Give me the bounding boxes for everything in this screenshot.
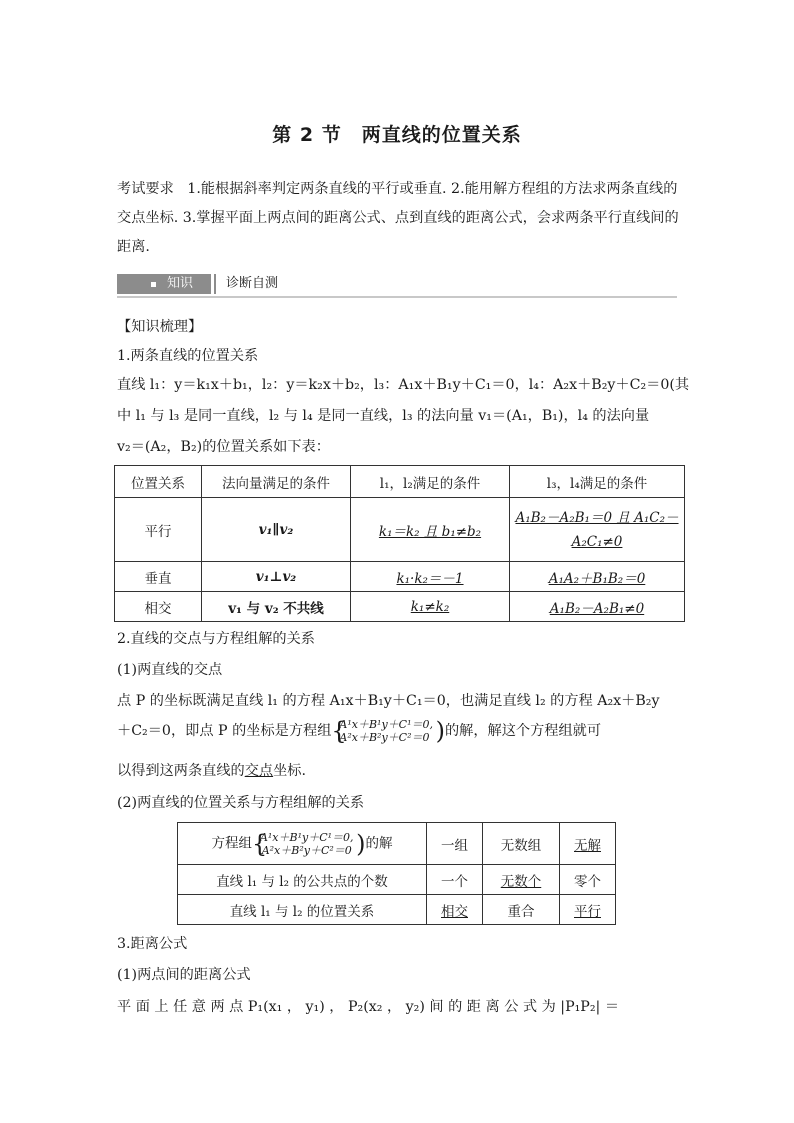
table-header-row xyxy=(115,466,685,498)
square-bullet-icon xyxy=(151,282,156,287)
normal-cell: v₁⊥v₂ xyxy=(202,562,351,592)
para2-line3-end: 坐标. xyxy=(273,763,306,779)
para2-line2-start: ＋C₂＝0，即点 P 的坐标是方程组 xyxy=(117,723,332,739)
left-brace-icon: { xyxy=(331,717,347,745)
normal-cell: v₁ 与 v₂ 不共线 xyxy=(202,592,351,622)
para2-line2-end: 的解，解这个方程组就可 xyxy=(444,723,602,739)
value-cell: 零个 xyxy=(560,865,616,895)
value-cell: 一个 xyxy=(427,865,483,895)
para1-line2: 中 l₁ 与 l₃ 是同一直线，l₂ 与 l₄ 是同一直线，l₃ 的法向量 v₁＝(A₁，B₁)，l₄ 的法向量 xyxy=(117,408,650,424)
position-relation-table xyxy=(114,465,685,622)
row-label-cell xyxy=(178,823,427,865)
knowledge-heading: 【知识梳理】 xyxy=(117,319,203,335)
relation-cell: 垂直 xyxy=(115,562,202,592)
relation-cell: 相交 xyxy=(115,592,202,622)
l34-cell: A₁B₂－A₂B₁≠0 xyxy=(510,592,685,622)
label-start: 方程组 xyxy=(211,835,252,851)
table-row xyxy=(178,823,616,865)
normal-cell: v₁∥v₂ xyxy=(202,498,351,562)
relation-cell: 平行 xyxy=(115,498,202,562)
para2-line2 xyxy=(117,718,601,744)
l34-cell xyxy=(510,498,685,562)
system-eq1: A¹x＋B¹y＋C¹＝0, xyxy=(259,830,354,844)
equation-system xyxy=(252,831,366,857)
heading-2-1: (1)两直线的交点 xyxy=(117,662,223,678)
heading-3: 3.距离公式 xyxy=(117,936,188,952)
l34-text-a: A₁B₂－A₂B₁＝0 且 A₁C₂－ xyxy=(515,509,679,526)
section-divider xyxy=(117,296,677,298)
label-end: 的解 xyxy=(365,835,393,851)
section-tag-label: 知识 xyxy=(167,276,194,291)
intersection-term: 交点 xyxy=(244,763,274,779)
para2-line3 xyxy=(117,760,306,780)
value-cell: 平行 xyxy=(560,895,616,925)
system-eq2: A²x＋B²y＋C²＝0 xyxy=(339,731,430,744)
row-label-cell: 直线 l₁ 与 l₂ 的位置关系 xyxy=(178,895,427,925)
para2-line3-start: 以得到这两条直线的 xyxy=(117,763,245,779)
l12-cell: k₁≠k₂ xyxy=(351,592,510,622)
value-cell: 无解 xyxy=(560,823,616,865)
value-cell: 重合 xyxy=(483,895,560,925)
right-paren-icon: ) xyxy=(356,829,366,858)
l12-cell: k₁·k₂＝－1 xyxy=(351,562,510,592)
para3: 平 面 上 任 意 两 点 P₁(x₁ ， y₁) ， P₂(x₂ ， y₂) 间 的 距 离 公 式 为 |P₁P₂| ＝ xyxy=(117,999,620,1015)
section-tag xyxy=(117,274,211,294)
value-cell: 一组 xyxy=(427,823,483,865)
section-bar xyxy=(117,271,677,297)
table-header-cell: 法向量满足的条件 xyxy=(202,466,351,498)
table-row xyxy=(115,562,685,592)
system-eq2: A²x＋B²y＋C²＝0 xyxy=(261,843,352,857)
section-title: 诊断自测 xyxy=(214,274,677,294)
para1-line3: v₂＝(A₂，B₂)的位置关系如下表： xyxy=(117,439,330,455)
value-cell: 无数个 xyxy=(483,865,560,895)
l34-cell: A₁A₂＋B₁B₂＝0 xyxy=(510,562,685,592)
table-header-cell: 位置关系 xyxy=(115,466,202,498)
requirement-label: 考试要求 xyxy=(117,181,174,197)
value-cell: 无数组 xyxy=(483,823,560,865)
requirement-text: 1.能根据斜率判定两条直线的平行或垂直. 2.能用解方程组的方法求两条直线的交点坐标. 3.掌握平面上两点间的距离公式、点到直线的距离公式，会求两条平行直线间的距离. xyxy=(117,181,679,255)
row-label-cell: 直线 l₁ 与 l₂ 的公共点的个数 xyxy=(178,865,427,895)
table-row xyxy=(178,865,616,895)
heading-2-2: (2)两直线的位置关系与方程组解的关系 xyxy=(117,795,365,811)
table-row xyxy=(115,498,685,562)
system-eq1: A¹x＋B¹y＋C¹＝0, xyxy=(339,718,433,731)
heading-2: 2.直线的交点与方程组解的关系 xyxy=(117,631,315,647)
heading-1: 1.两条直线的位置关系 xyxy=(117,348,259,364)
equation-system xyxy=(331,718,445,744)
heading-3-1: (1)两点间的距离公式 xyxy=(117,967,251,983)
left-brace-icon: { xyxy=(251,829,268,858)
para1-line1: 直线 l₁：y＝k₁x＋b₁，l₂：y＝k₂x＋b₂，l₃：A₁x＋B₁y＋C₁＝0，l₄：A₂x＋B₂y＋C₂＝0(其 xyxy=(117,377,690,393)
exam-requirement xyxy=(117,175,679,262)
para2-line1: 点 P 的坐标既满足直线 l₁ 的方程 A₁x＋B₁y＋C₁＝0，也满足直线 l₂ 的方程 A₂x＋B₂y xyxy=(117,693,660,709)
table-header-cell: l₁，l₂满足的条件 xyxy=(351,466,510,498)
table-row xyxy=(178,895,616,925)
solution-relation-table xyxy=(177,822,616,925)
table-header-cell: l₃，l₄满足的条件 xyxy=(510,466,685,498)
l12-cell: k₁＝k₂ 且 b₁≠b₂ xyxy=(351,498,510,562)
table-row xyxy=(115,592,685,622)
right-paren-icon: ) xyxy=(435,717,445,745)
value-cell: 相交 xyxy=(427,895,483,925)
page-title: 第 2 节 两直线的位置关系 xyxy=(272,124,522,146)
l34-text-b: A₂C₁≠0 xyxy=(571,533,623,550)
